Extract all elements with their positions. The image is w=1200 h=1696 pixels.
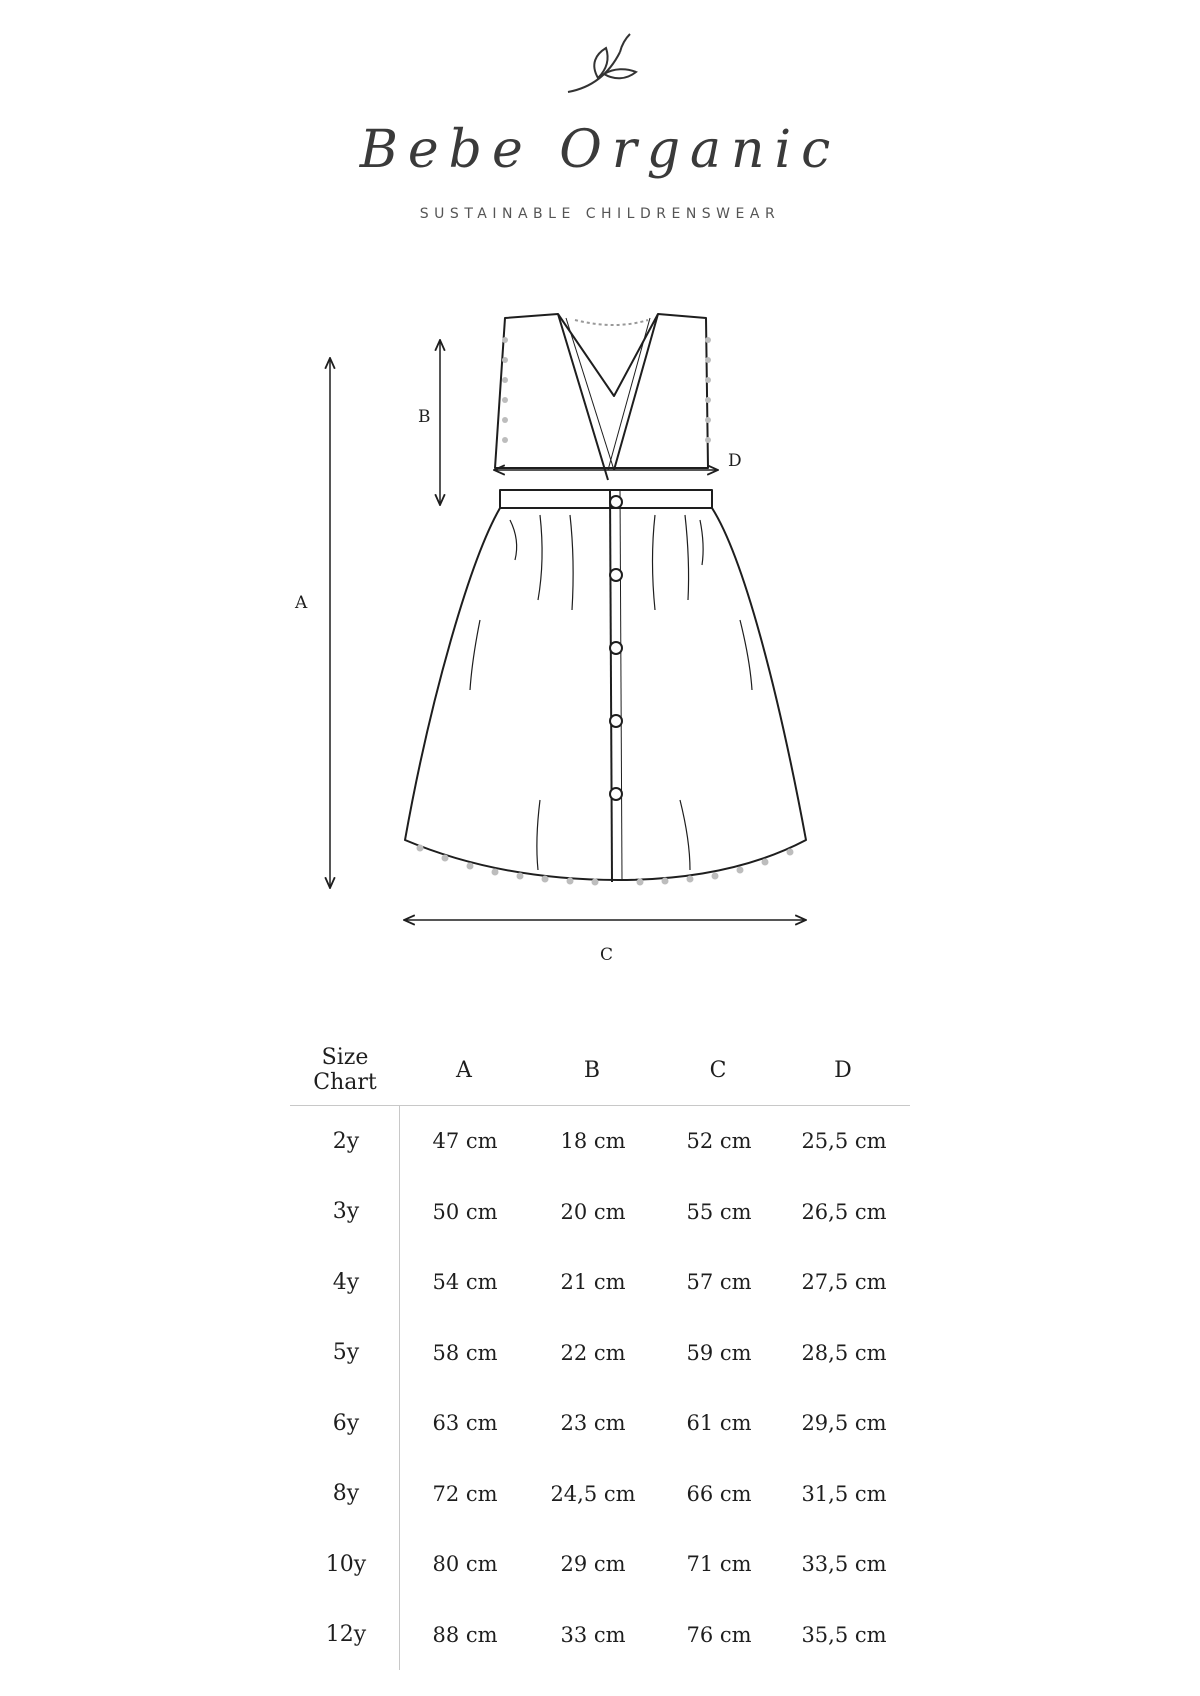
column-header-d: D [834,1057,852,1083]
column-header-b: B [583,1057,601,1083]
size-chart-title-line2: Chart [313,1070,377,1095]
dimension-b-label: B [418,407,431,427]
value-cell-a: 50 cm [432,1199,498,1224]
size-cell: 4y [332,1269,360,1295]
size-cell: 8y [332,1481,360,1507]
dimension-c-label: C [600,945,614,965]
value-cell-c: 76 cm [686,1622,752,1647]
size-chart-title [290,1045,400,1095]
dimension-d-label: D [728,451,742,471]
value-cell-b: 24,5 cm [550,1481,636,1506]
value-cell-a: 72 cm [432,1481,498,1506]
size-cell: 12y [325,1622,367,1648]
column-header-a: A [456,1057,472,1083]
table-row [291,1459,910,1530]
dimension-a-label: A [295,593,308,613]
value-cell-c: 61 cm [686,1411,752,1436]
value-cell-b: 20 cm [560,1199,626,1224]
value-cell-b: 21 cm [560,1270,626,1295]
table-body [325,1106,910,1670]
size-cell: 10y [325,1551,367,1577]
value-cell-c: 57 cm [686,1270,752,1295]
value-cell-d: 29,5 cm [801,1411,887,1436]
value-cell-b: 18 cm [560,1129,626,1154]
value-cell-d: 28,5 cm [801,1340,887,1365]
value-cell-c: 55 cm [686,1199,752,1224]
value-cell-c: 52 cm [686,1129,752,1154]
size-cell: 2y [332,1128,360,1154]
value-cell-a: 80 cm [432,1552,498,1577]
size-chart-table [290,1035,910,1670]
value-cell-b: 33 cm [560,1622,626,1647]
table-row [291,1529,910,1600]
size-cell: 3y [332,1199,360,1225]
value-cell-d: 35,5 cm [801,1622,887,1647]
brand-tagline: SUSTAINABLE CHILDRENSWEAR [419,206,781,222]
brand-wordmark: Bebe Organic [359,120,841,180]
size-cell: 6y [332,1410,360,1436]
column-header-c: C [709,1057,727,1083]
value-cell-a: 88 cm [432,1622,498,1647]
value-cell-d: 27,5 cm [801,1270,887,1295]
table-row [291,1318,910,1389]
size-chart-title-line1: Size [321,1045,369,1070]
value-cell-a: 47 cm [432,1129,498,1154]
value-cell-b: 22 cm [560,1340,626,1365]
dress-outline [405,314,806,882]
value-cell-c: 66 cm [686,1481,752,1506]
size-cell: 5y [332,1340,360,1366]
value-cell-d: 25,5 cm [801,1129,887,1154]
table-row [291,1600,910,1671]
value-cell-a: 58 cm [432,1340,498,1365]
value-cell-c: 71 cm [686,1552,752,1577]
value-cell-c: 59 cm [686,1340,752,1365]
table-row [291,1388,910,1459]
value-cell-a: 63 cm [432,1411,498,1436]
table-row [291,1247,910,1318]
table-row [291,1106,910,1177]
value-cell-b: 29 cm [560,1552,626,1577]
value-cell-d: 31,5 cm [801,1481,887,1506]
table-header-row [290,1035,910,1106]
value-cell-d: 26,5 cm [801,1199,887,1224]
table-row [291,1177,910,1248]
value-cell-d: 33,5 cm [801,1552,887,1577]
value-cell-b: 23 cm [560,1411,626,1436]
value-cell-a: 54 cm [432,1270,498,1295]
